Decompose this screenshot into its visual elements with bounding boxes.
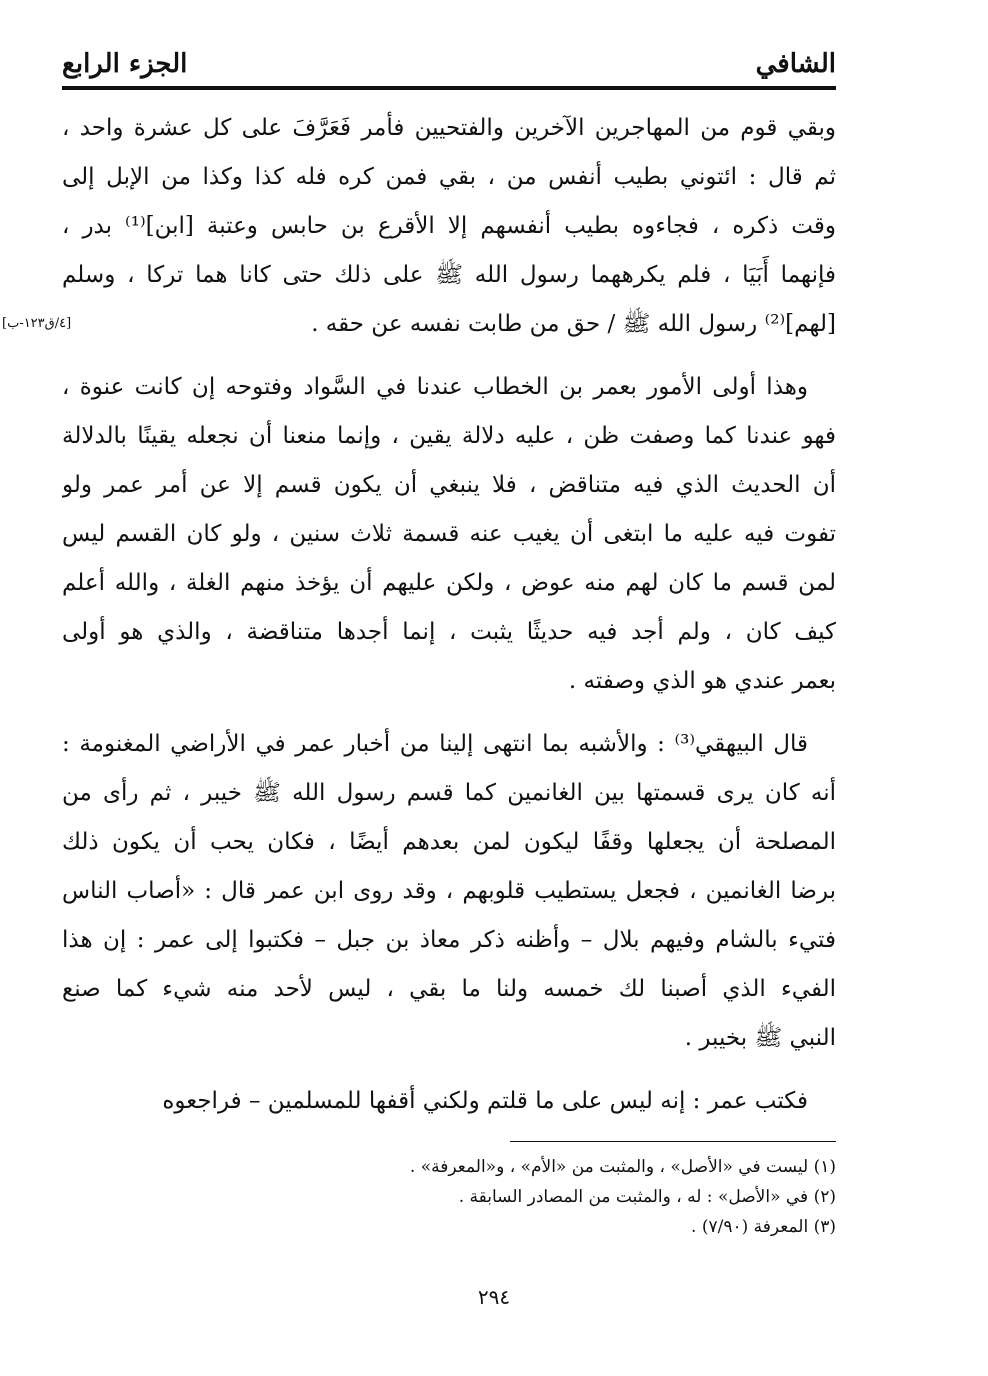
page-number: ٢٩٤ — [477, 1285, 511, 1309]
text-line: المصلحة أن يجعلها وقفًا ليكون لمن بعدهم أيضًا ، فكان يحب أن يكون ذلك — [62, 829, 836, 855]
paragraph-3 — [62, 720, 836, 1063]
text-line: أنه كان يرى قسمتها بين الغانمين كما قسم رسول الله ﷺ خيبر ، ثم رأى من — [62, 780, 836, 806]
text-line: فهو عندنا كما وصفت ظن ، عليه دلالة يقين ، وإنما منعنا أن نجعله يقينًا بالدلالة — [62, 423, 836, 449]
paragraph-1 — [62, 104, 836, 349]
text-line: قال البيهقي⁽³⁾ : والأشبه بما انتهى إلينا من أخبار عمر في الأراضي المغنومة : — [62, 731, 809, 757]
footnote-2: (٢) في «الأصل» : له ، والمثبت من المصادر السابقة . — [458, 1187, 836, 1207]
paragraph-2 — [62, 363, 836, 706]
text-line: بعمر عندي هو الذي وصفته . — [568, 668, 836, 694]
text-line: الفيء الذي أصبنا لك خمسه ولنا ما بقي ، ليس لأحد منه شيء كما صنع — [62, 976, 836, 1002]
text-line: برضا الغانمين ، فجعل يستطيب قلوبهم ، وقد روى ابن عمر قال : «أصاب الناس — [62, 878, 836, 904]
text-line: فتيء بالشام وفيهم بلال – وأظنه ذكر معاذ بن جبل – فكتبوا إلى عمر : إن هذا — [62, 927, 836, 953]
text-line: وقت ذكره ، فجاءوه بطيب أنفسهم إلا الأقرع بن حابس وعتبة [ابن]⁽¹⁾ بدر ، — [62, 213, 836, 239]
text-line: تفوت فيه عليه ما ابتغى أن يغيب عنه قسمة ثلاث سنين ، ولو كان القسم ليس — [62, 521, 836, 547]
text-line: وبقي قوم من المهاجرين الآخرين والفتحيين فأمر فَعَرَّفَ على كل عشرة واحد ، — [62, 115, 836, 141]
text-line: ثم قال : ائتوني بطيب أنفس من ، بقي فمن كره فله كذا وكذا من الإبل إلى — [62, 164, 836, 190]
text-line: فإنهما أَبَيَا ، فلم يكرههما رسول الله ﷺ على ذلك حتى كانا هما تركا ، وسلم — [62, 262, 836, 288]
footnote-rule — [510, 1141, 836, 1142]
text-line: فكتب عمر : إنه ليس على ما قلتم ولكني أقفها للمسلمين – فراجعوه — [162, 1088, 808, 1114]
volume-label: الجزء الرابع — [62, 49, 188, 79]
text-line: كيف كان ، ولم أجد فيه حديثًا يثبت ، إنما أجدها متناقضة ، والذي هو أولى — [62, 619, 836, 645]
margin-note: [٤/ق١٢٣-ب] — [2, 316, 72, 331]
main-text — [62, 104, 836, 1140]
text-line: النبي ﷺ بخيبر . — [684, 1025, 836, 1051]
text-line: [لهم]⁽²⁾ رسول الله ﷺ / حق من طابت نفسه عن حقه . — [311, 311, 836, 337]
paragraph-4 — [62, 1077, 836, 1126]
text-line: أن الحديث الذي فيه متناقض ، فلا ينبغي أن يكون قسم إلا عن أمر عمر ولو — [62, 472, 836, 498]
text-line: لمن قسم ما كان لهم منه عوض ، ولكن عليهم أن يؤخذ منهم الغلة ، والله أعلم — [62, 570, 836, 596]
footnotes — [62, 1152, 836, 1242]
text-line: وهذا أولى الأمور بعمر بن الخطاب عندنا في السَّواد وفتوحه إن كانت عنوة ، — [62, 374, 808, 400]
book-title: الشافي — [755, 49, 836, 79]
footnote-3: (٣) المعرفة (٧/٩٠) . — [691, 1217, 836, 1237]
header-rule — [62, 86, 836, 90]
running-header — [62, 44, 836, 84]
footnote-1: (١) ليست في «الأصل» ، والمثبت من «الأم» ، و«المعرفة» . — [409, 1157, 836, 1177]
